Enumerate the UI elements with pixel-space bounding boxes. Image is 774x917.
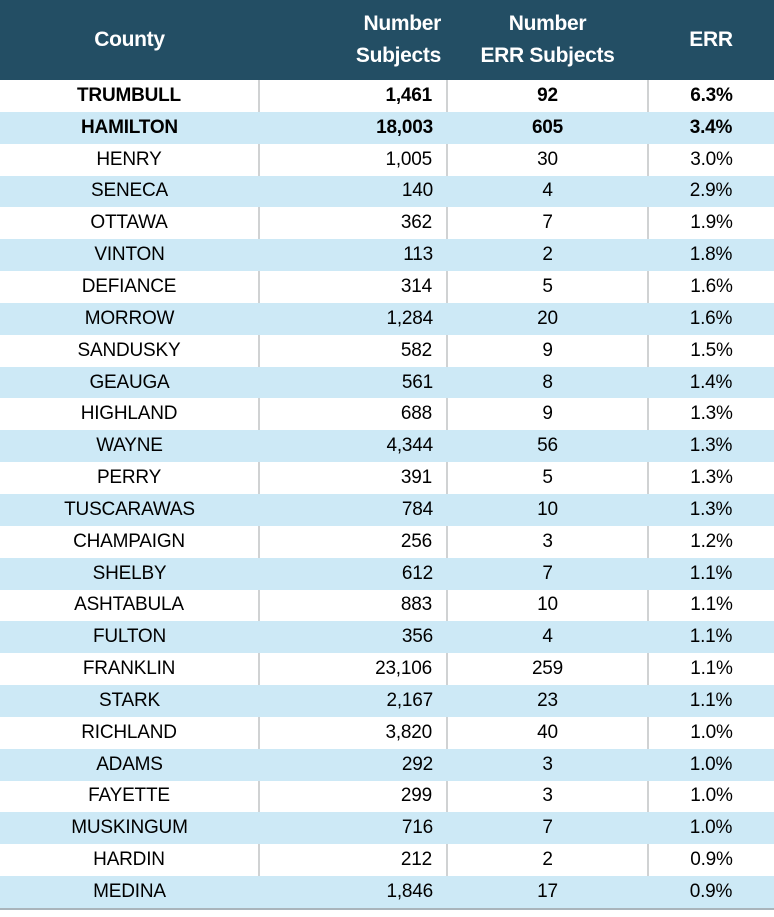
err-cell: 1.1% [648,653,774,685]
number-err-subjects-cell: 7 [447,812,648,844]
number-subjects-cell: 784 [259,494,447,526]
county-cell: OTTAWA [0,207,259,239]
err-cell: 6.3% [648,80,774,112]
number-err-subjects-cell: 9 [447,335,648,367]
number-subjects-cell: 356 [259,621,447,653]
header-label-subjects: Subjects [355,44,441,67]
err-cell: 1.3% [648,462,774,494]
county-cell: CHAMPAIGN [0,526,259,558]
table-row [0,685,774,717]
county-cell: TRUMBULL [0,80,259,112]
header-cell-county [0,0,259,80]
err-cell: 1.1% [648,590,774,622]
number-err-subjects-cell: 4 [447,621,648,653]
table-header [0,0,774,80]
err-cell: 1.6% [648,303,774,335]
county-cell: FULTON [0,621,259,653]
table-row [0,494,774,526]
header-label-number: Number [508,12,587,35]
number-subjects-cell: 362 [259,207,447,239]
table-row [0,876,774,908]
number-err-subjects-cell: 3 [447,781,648,813]
table-row [0,176,774,208]
number-err-subjects-cell: 92 [447,80,648,112]
county-cell: STARK [0,685,259,717]
table-row [0,80,774,112]
county-cell: GEAUGA [0,367,259,399]
table-row [0,335,774,367]
number-err-subjects-cell: 2 [447,844,648,876]
county-cell: ADAMS [0,749,259,781]
county-cell: MORROW [0,303,259,335]
number-err-subjects-cell: 4 [447,176,648,208]
county-cell: HENRY [0,144,259,176]
table-row [0,239,774,271]
number-err-subjects-cell: 17 [447,876,648,908]
county-cell: SHELBY [0,558,259,590]
number-err-subjects-cell: 40 [447,717,648,749]
number-subjects-cell: 299 [259,781,447,813]
county-cell: SANDUSKY [0,335,259,367]
table-row [0,590,774,622]
err-cell: 0.9% [648,844,774,876]
number-subjects-cell: 716 [259,812,447,844]
number-err-subjects-cell: 23 [447,685,648,717]
number-err-subjects-cell: 605 [447,112,648,144]
table-row [0,430,774,462]
err-cell: 1.8% [648,239,774,271]
table-row [0,558,774,590]
err-cell: 1.1% [648,621,774,653]
number-subjects-cell: 18,003 [259,112,447,144]
number-err-subjects-cell: 259 [447,653,648,685]
number-subjects-cell: 883 [259,590,447,622]
err-cell: 1.0% [648,781,774,813]
number-subjects-cell: 1,284 [259,303,447,335]
table-row [0,749,774,781]
number-err-subjects-cell: 10 [447,494,648,526]
number-subjects-cell: 292 [259,749,447,781]
table-row [0,367,774,399]
number-subjects-cell: 3,820 [259,717,447,749]
county-cell: ASHTABULA [0,590,259,622]
county-cell: DEFIANCE [0,271,259,303]
header-label-err-subjects: ERR Subjects [480,44,615,67]
table-body [0,80,774,908]
county-cell: MUSKINGUM [0,812,259,844]
number-subjects-cell: 582 [259,335,447,367]
table-row [0,303,774,335]
county-cell: HARDIN [0,844,259,876]
number-subjects-cell: 314 [259,271,447,303]
number-subjects-cell: 2,167 [259,685,447,717]
number-err-subjects-cell: 5 [447,271,648,303]
table-row [0,844,774,876]
header-label-err: ERR [689,28,733,51]
number-err-subjects-cell: 10 [447,590,648,622]
number-subjects-cell: 23,106 [259,653,447,685]
number-err-subjects-cell: 3 [447,526,648,558]
table-row [0,112,774,144]
err-cell: 1.3% [648,494,774,526]
err-cell: 1.1% [648,558,774,590]
header-cell-err [648,0,774,80]
table-row [0,717,774,749]
county-cell: FRANKLIN [0,653,259,685]
err-cell: 1.9% [648,207,774,239]
table-bottom-edge [0,908,774,910]
number-err-subjects-cell: 56 [447,430,648,462]
err-cell: 1.5% [648,335,774,367]
number-subjects-cell: 561 [259,367,447,399]
number-subjects-cell: 391 [259,462,447,494]
err-cell: 3.4% [648,112,774,144]
county-cell: HIGHLAND [0,398,259,430]
err-cell: 2.9% [648,176,774,208]
number-subjects-cell: 140 [259,176,447,208]
number-err-subjects-cell: 7 [447,207,648,239]
err-cell: 1.0% [648,812,774,844]
number-err-subjects-cell: 3 [447,749,648,781]
number-err-subjects-cell: 5 [447,462,648,494]
number-subjects-cell: 688 [259,398,447,430]
number-err-subjects-cell: 9 [447,398,648,430]
county-cell: MEDINA [0,876,259,908]
number-subjects-cell: 4,344 [259,430,447,462]
county-cell: RICHLAND [0,717,259,749]
err-cell: 1.0% [648,717,774,749]
county-cell: PERRY [0,462,259,494]
err-cell: 1.1% [648,685,774,717]
table-row [0,144,774,176]
table-row [0,398,774,430]
table-row [0,812,774,844]
err-cell: 1.4% [648,367,774,399]
number-subjects-cell: 1,005 [259,144,447,176]
county-cell: HAMILTON [0,112,259,144]
number-subjects-cell: 1,846 [259,876,447,908]
table-row [0,781,774,813]
table-row [0,271,774,303]
err-cell: 1.3% [648,430,774,462]
err-cell: 1.2% [648,526,774,558]
table-row [0,462,774,494]
number-err-subjects-cell: 20 [447,303,648,335]
table-row [0,207,774,239]
number-err-subjects-cell: 8 [447,367,648,399]
number-subjects-cell: 612 [259,558,447,590]
number-subjects-cell: 256 [259,526,447,558]
number-err-subjects-cell: 2 [447,239,648,271]
number-err-subjects-cell: 7 [447,558,648,590]
county-cell: FAYETTE [0,781,259,813]
err-cell: 3.0% [648,144,774,176]
table-row [0,526,774,558]
header-label-number: Number [363,12,441,35]
table-row [0,621,774,653]
err-cell: 1.3% [648,398,774,430]
header-cell-number-subjects [259,0,447,80]
err-cell: 1.6% [648,271,774,303]
number-err-subjects-cell: 30 [447,144,648,176]
number-subjects-cell: 1,461 [259,80,447,112]
number-subjects-cell: 212 [259,844,447,876]
header-cell-number-err-subjects [447,0,648,80]
county-cell: TUSCARAWAS [0,494,259,526]
err-cell: 1.0% [648,749,774,781]
header-label-county: County [94,28,165,51]
county-cell: WAYNE [0,430,259,462]
county-cell: SENECA [0,176,259,208]
err-cell: 0.9% [648,876,774,908]
table-row [0,653,774,685]
number-subjects-cell: 113 [259,239,447,271]
header-row [0,0,774,80]
county-cell: VINTON [0,239,259,271]
